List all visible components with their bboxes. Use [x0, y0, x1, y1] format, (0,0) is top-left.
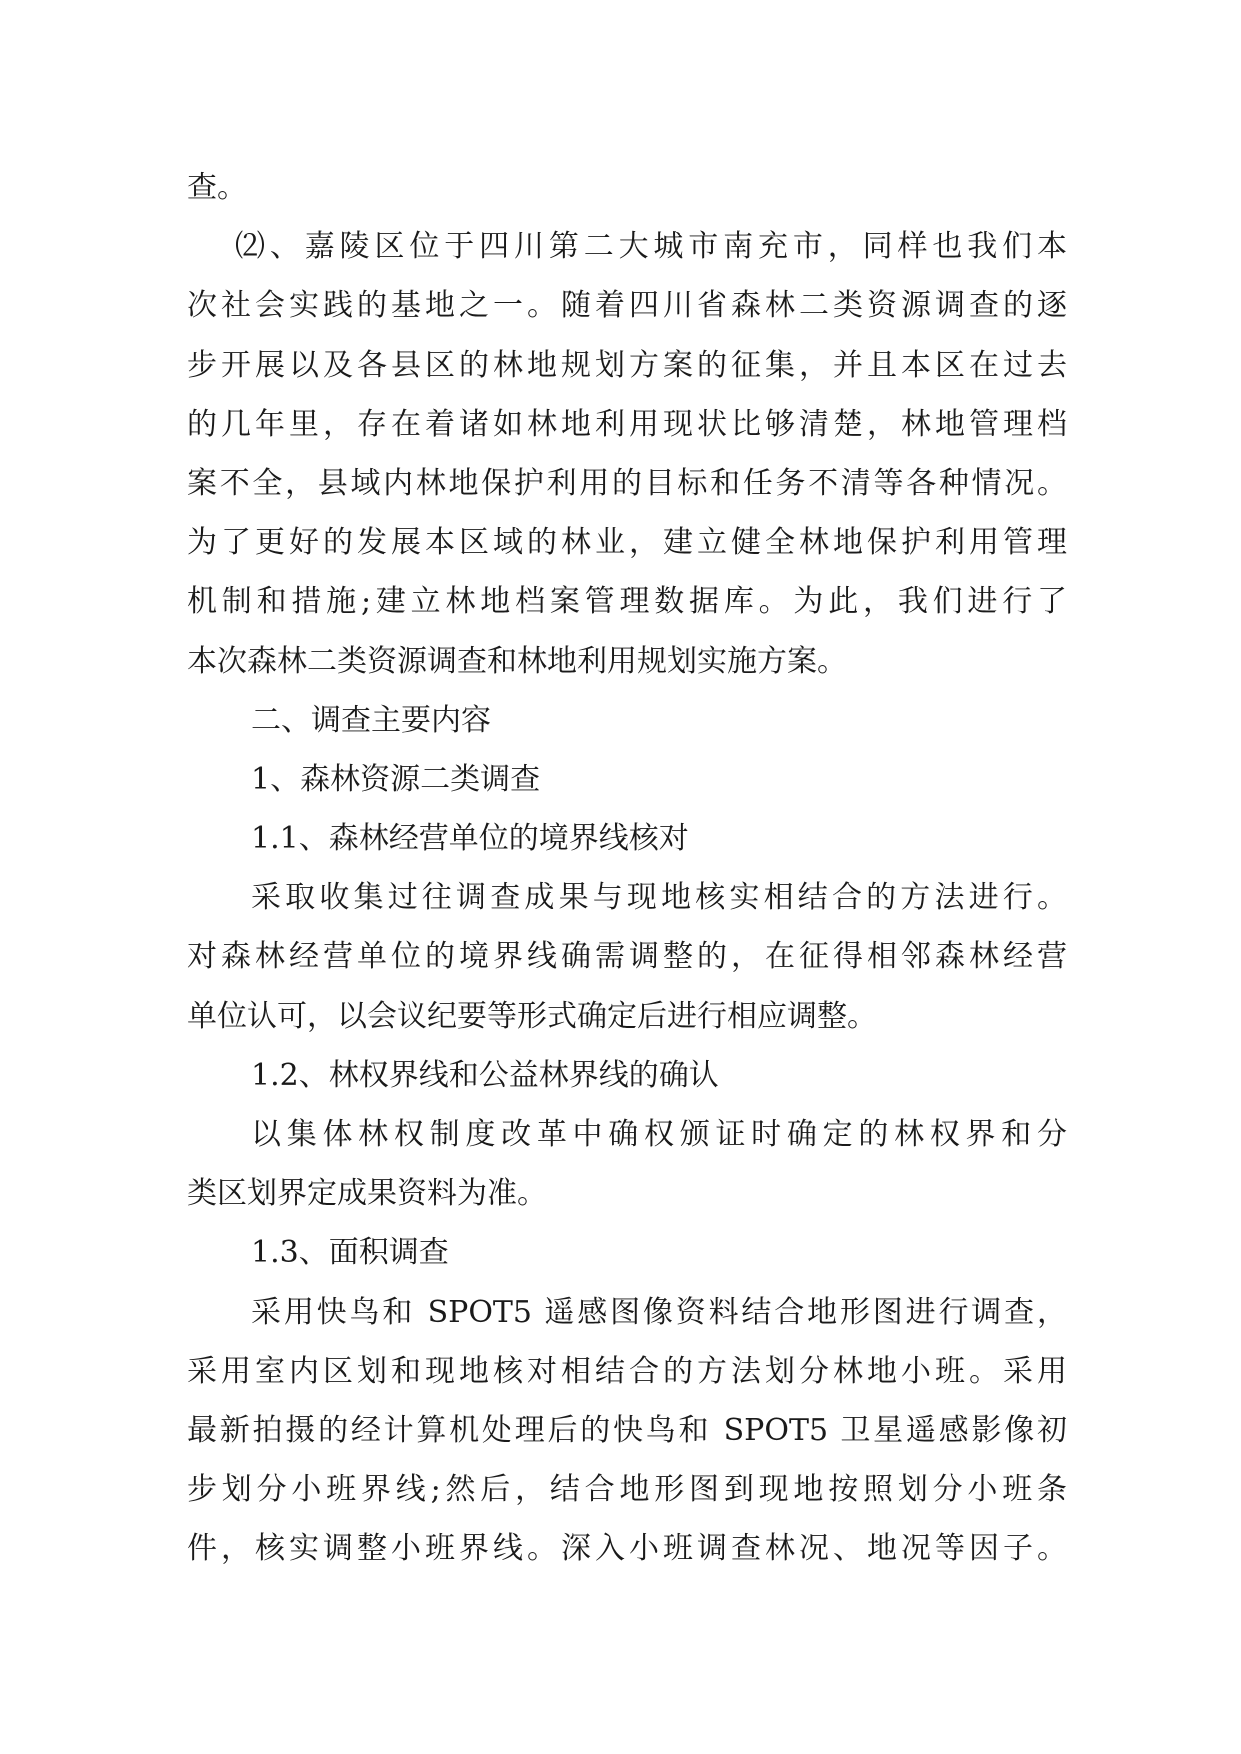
- document-body: [187, 158, 1067, 1579]
- text-line: 查。: [187, 170, 247, 205]
- text-line: 件，核实调整小班界线。深入小班调查林况、地况等因子。: [187, 1531, 1067, 1567]
- text-line: 步划分小班界线;然后，结合地形图到现地按照划分小班条: [187, 1472, 1067, 1508]
- text-line: 为了更好的发展本区域的林业，建立健全林地保护利用管理: [187, 525, 1067, 561]
- subsection-heading: 1.3、面积调查: [251, 1235, 449, 1271]
- subsection-heading: 1.2、林权界线和公益林界线的确认: [251, 1057, 719, 1093]
- text-line: 采用室内区划和现地核对相结合的方法划分林地小班。采用: [187, 1353, 1067, 1389]
- section-heading: 二、调查主要内容: [251, 702, 491, 738]
- text-line: 类区划界定成果资料为准。: [187, 1176, 547, 1212]
- text-line: 的几年里，存在着诸如林地利用现状比够清楚，林地管理档: [187, 406, 1067, 442]
- paragraph-start-line: 采用快鸟和 SPOT5 遥感图像资料结合地形图进行调查，: [251, 1294, 1067, 1330]
- paragraph-start-line: ⑵、嘉陵区位于四川第二大城市南充市，同样也我们本: [235, 229, 1067, 265]
- text-line: 机制和措施;建立林地档案管理数据库。为此，我们进行了: [187, 584, 1067, 620]
- text-line: 单位认可，以会议纪要等形式确定后进行相应调整。: [187, 998, 877, 1034]
- text-line: 案不全，县域内林地保护利用的目标和任务不清等各种情况。: [187, 465, 1067, 501]
- text-line: 对森林经营单位的境界线确需调整的，在征得相邻森林经营: [187, 939, 1067, 975]
- paragraph-start-line: 采取收集过往调查成果与现地核实相结合的方法进行。: [251, 880, 1067, 916]
- text-line: 本次森林二类资源调查和林地利用规划实施方案。: [187, 643, 847, 679]
- text-line: 步开展以及各县区的林地规划方案的征集，并且本区在过去: [187, 347, 1067, 383]
- subsection-heading: 1.1、森林经营单位的境界线核对: [251, 821, 689, 857]
- subsection-heading: 1、森林资源二类调查: [251, 761, 541, 797]
- paragraph-start-line: 以集体林权制度改革中确权颁证时确定的林权界和分: [251, 1117, 1067, 1152]
- text-line: 次社会实践的基地之一。随着四川省森林二类资源调查的逐: [187, 288, 1067, 324]
- text-line: 最新拍摄的经计算机处理后的快鸟和 SPOT5 卫星遥感影像初: [187, 1412, 1067, 1448]
